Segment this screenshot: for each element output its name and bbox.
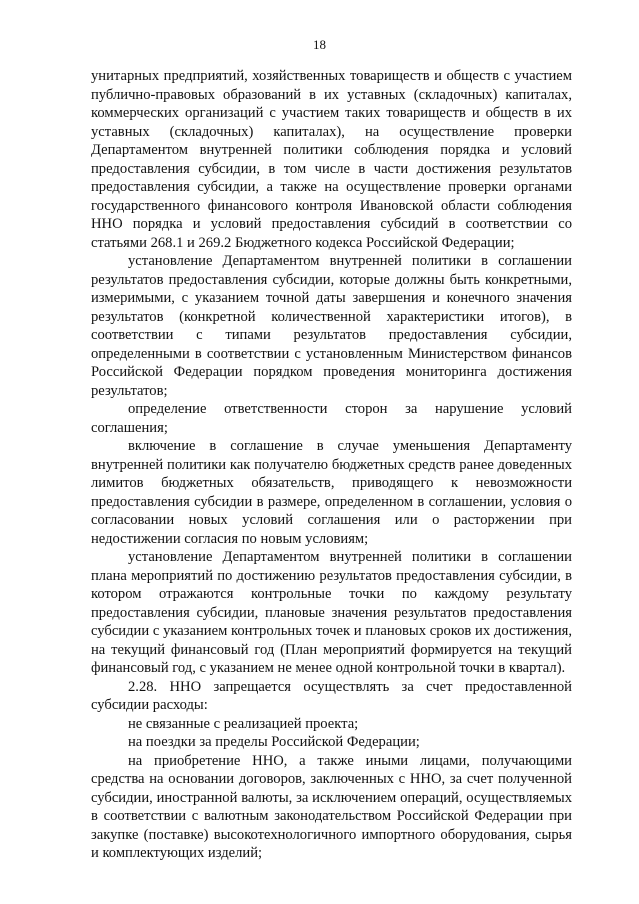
- page-number: 18: [313, 37, 326, 52]
- paragraph-3: определение ответственности сторон за нарушение условий соглашения;: [91, 401, 572, 436]
- paragraph-4: включение в соглашение в случае уменьшения Департаменту внутренней политики как получателю бюджетных средств ранее доведенных лимитов бюджетных обязательств, приводящего к невозможности предоставления субсидии в размере, определенном в соглашении, условия о согласовании новых условий соглашения или о расторжении при недостижении согласия по новым условиям;: [91, 438, 572, 547]
- paragraph-9: на приобретение ННО, а также иными лицами, получающими средства на основании договоров, заключенных с ННО, за счет полученной субсидии, иностранной валюты, за исключением операций, осуществляемых в соответствии с валютным законодательством Российской Федерации при закупке (поставке) высокотехнологичного импортного оборудования, сырья и комплектующих изделий;: [91, 752, 572, 861]
- paragraph-7: не связанные с реализацией проекта;: [128, 715, 359, 732]
- document-text: [91, 67, 572, 863]
- paragraph-6: 2.28. ННО запрещается осуществлять за счет предоставленной субсидии расходы:: [91, 678, 572, 713]
- paragraph-1: унитарных предприятий, хозяйственных товариществ и обществ с участием публично-правовых образований в их уставных (складочных) капиталах, коммерческих организаций с участием таких товариществ и обществ в их уставных (складочных) капиталах), на осуществление проверки Департаментом внутренней политики соблюдения порядка и условий предоставления субсидии, в том числе в части достижения результатов предоставления субсидии, а также на осуществление проверки органами государственного финансового контроля Ивановской области соблюдения ННО порядка и условий предоставления субсидий в соответствии со статьями 268.1 и 269.2 Бюджетного кодекса Российской Федерации;: [91, 68, 572, 251]
- paragraph-8: на поездки за пределы Российской Федерации;: [128, 734, 420, 750]
- paragraph-2: установление Департаментом внутренней политики в соглашении результатов предоставления субсидии, которые должны быть конкретными, измеримыми, с указанием точной даты завершения и конечного значения результатов (конкретной количественной характеристики итогов), в соответствии с типами результатов предоставления субсидии, определенными в соответствии с установленным Министерством финансов Российской Федерации порядком проведения мониторинга достижения результатов;: [91, 253, 572, 399]
- paragraph-5: установление Департаментом внутренней политики в соглашении плана мероприятий по достижению результатов предоставления субсидии, в котором отражаются контрольные точки по каждому результату предоставления субсидии, плановые значения результатов предоставления субсидии с указанием контрольных точек и плановых сроков их достижения, на текущий финансовый год (План мероприятий формируется на текущий финансовый год, с указанием не менее одной контрольной точки в квартал).: [91, 549, 572, 676]
